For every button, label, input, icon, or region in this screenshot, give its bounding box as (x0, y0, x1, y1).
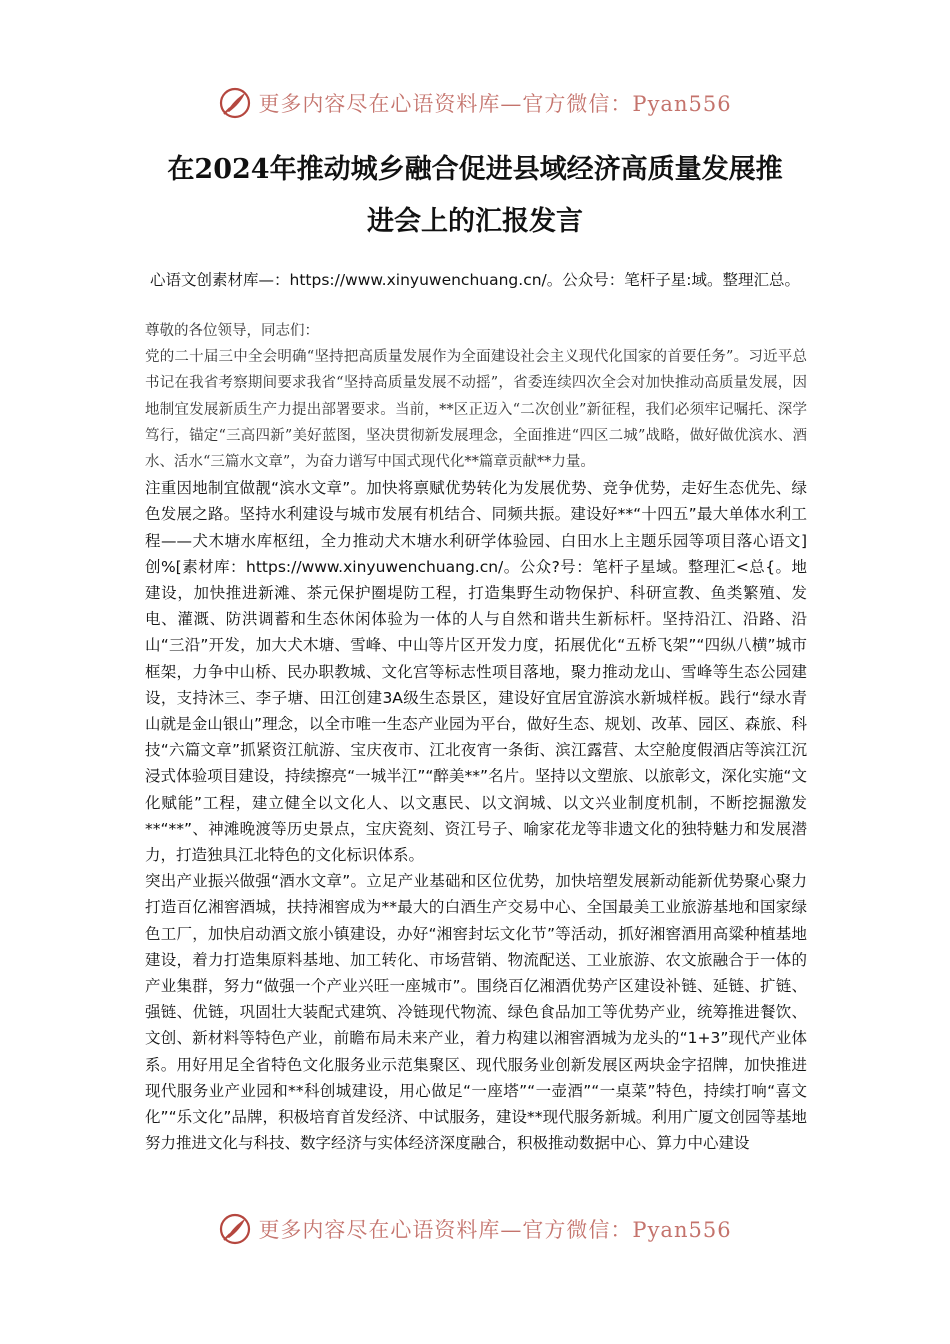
quill-logo-icon (218, 1212, 252, 1246)
paragraph-binshui: 注重因地制宜做靓“滨水文章”。加快将禀赋优势转化为发展优势、竞争优势，走好生态优先、绿色发展之路。坚持水利建设与城市发展有机结合、同频共振。建设好**“十四五”最大单体水利工程——犬木塘水库枢纽，全力推动犬木塘水利研学体验园、白田水上主题乐园等项目落心语文]创%[素材库：https://www.xinyuwenchuang.cn/。公众?号：笔杆子星域。整理汇<总{。地建设，加快推进新滩、茶元保护圈堤防工程，打造集野生动物保护、科研宣教、鱼类繁殖、发电、灌溉、防洪调蓄和生态休闲体验为一体的人与自然和谐共生新标杆。坚持沿江、沿路、沿山“三沿”开发，加大犬木塘、雪峰、中山等片区开发力度，拓展优化“五桥飞架”“四纵八横”城市框架，力争中山桥、民办职教城、文化宫等标志性项目落地，聚力推动龙山、雪峰等生态公园建设，支持沐三、李子塘、田江创建3A级生态景区，建设好宜居宜游滨水新城样板。践行“绿水青山就是金山银山”理念，以全市唯一生态产业园为平台，做好生态、规划、改革、园区、森旅、科技“六篇文章”抓紧资江航游、宝庆夜市、江北夜宵一条街、滨江露营、太空舱度假酒店等滨江沉浸式体验项目建设，持续擦亮“一城半江”“醉美**”名片。坚持以文塑旅、以旅彰文，深化实施“文化赋能”工程，建立健全以文化人、以文惠民、以文润城、以文兴业制度机制，不断挖掘激发**“**”、神滩晚渡等历史景点，宝庆瓷刻、资江号子、喻家花龙等非遗文化的独特魅力和发展潜力，打造独具江北特色的文化标识体系。 (145, 479, 807, 865)
paragraph-jiushui: 突出产业振兴做强“酒水文章”。立足产业基础和区位优势，加快培塑发展新动能新优势聚心聚力打造百亿湘窖酒城，扶持湘窖成为**最大的白酒生产交易中心、全国最美工业旅游基地和国家绿色工厂，加快启动酒文旅小镇建设，办好“湘窖封坛文化节”等活动，抓好湘窖酒用高粱种植基地建设，着力打造集原料基地、加工转化、市场营销、物流配送、工业旅游、农文旅融合于一体的产业集群，努力“做强一个产业兴旺一座城市”。围绕百亿湘酒优势产区建设补链、延链、扩链、强链、优链，巩固壮大装配式建筑、冷链现代物流、绿色食品加工等优势产业，统筹推进餐饮、文创、新材料等特色产业，前瞻布局未来产业，着力构建以湘窖酒城为龙头的“1+3”现代产业体系。用好用足全省特色文化服务业示范集聚区、现代服务业创新发展区两块金字招牌，加快推进现代服务业产业园和**科创城建设，用心做足“一座塔”“一壶酒”“一桌菜”特色，持续打响“喜文化”“乐文化”品牌，积极培育首发经济、中试服务，建设**现代服务新城。利用广厦文创园等基地努力推进文化与科技、数字经济与实体经济深度融合，积极推动数据中心、算力中心建设 (145, 872, 807, 1153)
watermark-footer (0, 1207, 950, 1251)
watermark-header (0, 81, 950, 125)
quill-logo-icon (218, 86, 252, 120)
title-line-1: 在2024年推动城乡融合促进县域经济高质量发展推 (167, 154, 783, 185)
paragraph-intro: 党的二十届三中全会明确“坚持把高质量发展作为全面建设社会主义现代化国家的首要任务”。习近平总书记在我省考察期间要求我省“坚持高质量发展不动摇”，省委连续四次全会对加快推动高质量发展，因地制宜发展新质生产力提出部署要求。当前，**区正迈入“二次创业”新征程，我们必须牢记嘱托、深学笃行，锚定“三高四新”美好蓝图，坚决贯彻新发展理念，全面推进“四区二城”战略，做好做优滨水、酒水、活水“三篇水文章”，为奋力谱写中国式现代化**篇章贡献**力量。 (145, 349, 807, 471)
watermark-text: 更多内容尽在心语资料库—官方微信：Pyan556 (258, 1218, 732, 1242)
salutation: 尊敬的各位领导，同志们： (145, 323, 319, 339)
document-title (140, 144, 810, 248)
watermark-text: 更多内容尽在心语资料库—官方微信：Pyan556 (258, 92, 732, 116)
source-note: 心语文创素材库—：https://www.xinyuwenchuang.cn/。公众号：笔杆子星:域。整理汇总。 (150, 271, 800, 289)
document-body (145, 318, 807, 1157)
title-line-2: 进会上的汇报发言 (367, 206, 583, 237)
